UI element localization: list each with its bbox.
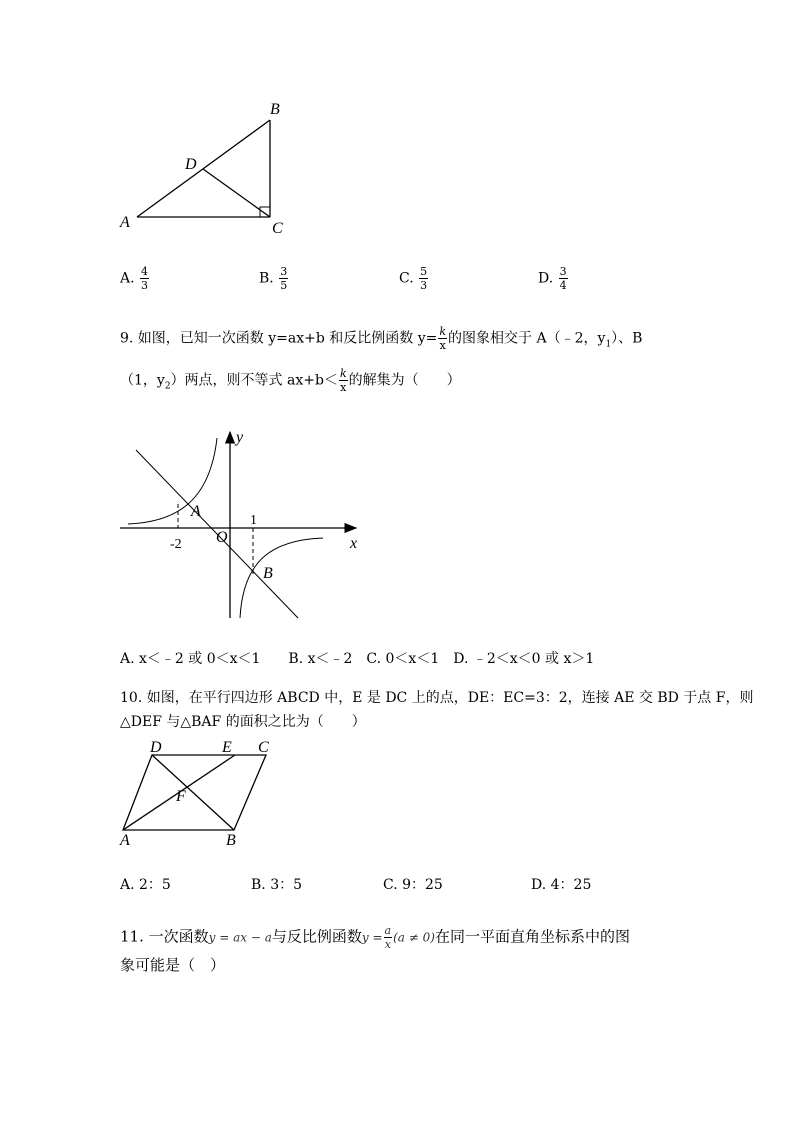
q9-graph <box>118 428 368 623</box>
fraction-k-over-x <box>339 368 348 393</box>
numerator: 3 <box>559 265 567 278</box>
q9-text: 的图象相交于 A（﹣2，y <box>448 330 606 347</box>
denominator: 5 <box>280 279 288 292</box>
fraction <box>279 266 288 291</box>
numerator: 3 <box>280 265 288 278</box>
q10-option-b: B. 3：5 <box>251 877 303 893</box>
subscript: 2 <box>164 381 171 392</box>
q9-text: 的解集为（ ） <box>348 372 461 389</box>
label-B: B <box>226 832 236 849</box>
label-E: E <box>222 739 232 756</box>
fraction <box>140 266 149 291</box>
inverse-function-expr: y = <box>361 930 383 945</box>
denominator: 3 <box>420 279 428 292</box>
subscript: 1 <box>605 339 612 350</box>
option-letter: C. <box>399 270 414 287</box>
q9-text: （1，y <box>120 372 165 389</box>
label-F: F <box>176 788 186 805</box>
option-letter: A. <box>120 270 135 287</box>
q9-text: 9. 如图，已知一次函数 y=ax+b 和反比例函数 y= <box>120 330 438 347</box>
option-letter: B. <box>259 270 274 287</box>
q10-option-c: C. 9：25 <box>383 877 443 893</box>
q9-options: A. x＜﹣2 或 0＜x＜1 B. x＜﹣2 C. 0＜x＜1 D. ﹣2＜x＜0 或 x＞1 <box>120 651 595 667</box>
label-A: A <box>120 214 130 231</box>
fraction <box>419 266 428 291</box>
option-letter: D. <box>538 270 554 287</box>
q10-parallelogram-figure <box>110 735 290 850</box>
label-B: B <box>263 565 273 582</box>
q8-option-b <box>259 266 289 291</box>
label-x: x <box>350 535 358 552</box>
label-C: C <box>258 739 269 756</box>
q11-text: 在同一平面直角坐标系中的图 <box>434 927 630 946</box>
q11-line1 <box>120 925 630 950</box>
numerator: k <box>439 325 447 338</box>
denominator: 3 <box>141 279 149 292</box>
q10-line1: 10. 如图，在平行四边形 ABCD 中，E 是 DC 上的点，DE：EC=3：2，连接 AE 交 BD 于点 F，则 <box>120 690 754 706</box>
numerator: 4 <box>141 265 149 278</box>
q10-option-a: A. 2：5 <box>120 877 171 893</box>
denominator: x <box>439 339 446 352</box>
q9-text: ）两点，则不等式 ax+b＜ <box>170 372 338 389</box>
denominator: 4 <box>559 279 567 292</box>
q8-option-a <box>120 266 150 291</box>
q11-text: 11. 一次函数 <box>120 927 209 946</box>
q9-line2 <box>120 368 461 393</box>
numerator: a <box>384 924 392 937</box>
q8-option-c <box>399 266 429 291</box>
numerator: 5 <box>420 265 428 278</box>
label-O: O <box>216 529 228 546</box>
label-C: C <box>272 220 283 237</box>
fraction-k-over-x <box>438 326 447 351</box>
denominator: x <box>340 381 347 394</box>
label-D: D <box>150 739 162 756</box>
label-B: B <box>270 101 280 118</box>
fraction <box>559 266 568 291</box>
fraction-a-over-x <box>384 925 393 950</box>
q11-text: 与反比例函数 <box>271 927 362 946</box>
condition-expr: (a ≠ 0) <box>393 930 435 945</box>
label-y: y <box>236 429 244 446</box>
q10-line2: △DEF 与△BAF 的面积之比为（ ） <box>120 714 366 730</box>
q9-text: ）、B <box>611 330 643 347</box>
label-A: A <box>191 503 201 520</box>
tick-1: 1 <box>250 513 257 528</box>
label-D: D <box>185 156 197 173</box>
denominator: x <box>384 938 391 951</box>
label-A: A <box>120 832 130 849</box>
numerator: k <box>339 367 347 380</box>
q8-triangle-figure <box>110 95 310 240</box>
q9-line1 <box>120 326 642 351</box>
q8-option-d <box>538 266 569 291</box>
q11-line2: 象可能是（ ） <box>120 956 226 974</box>
linear-function-expr: y = ax − a <box>208 930 272 945</box>
q10-option-d: D. 4：25 <box>531 877 592 893</box>
tick-neg2: -2 <box>170 537 182 552</box>
